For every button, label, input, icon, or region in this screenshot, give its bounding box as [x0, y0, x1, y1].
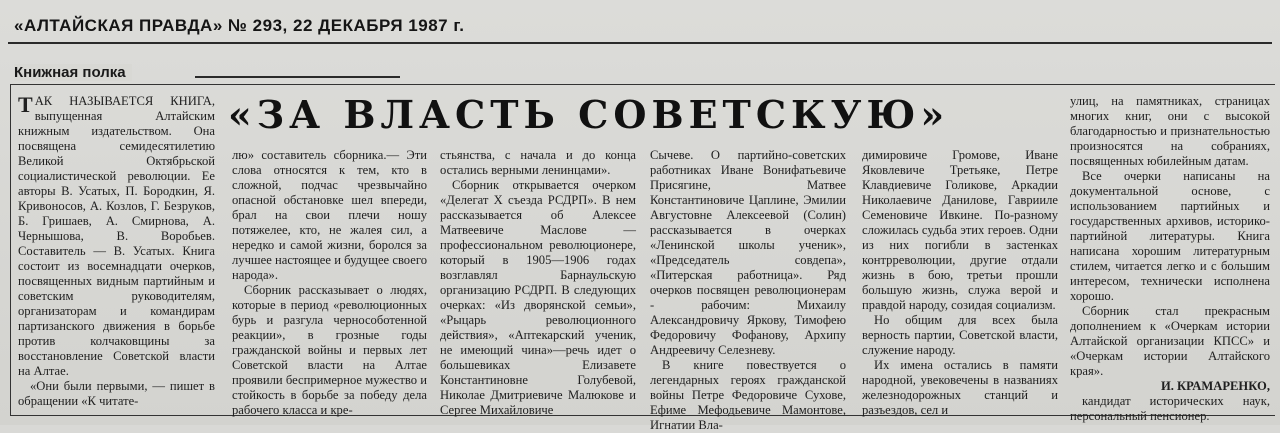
paragraph: димировиче Громове, Иване Яковлевиче Третьяке, Петре Клавдиевиче Голикове, Аркадии Николаевиче Данилове, Гаврииле Семеновиче Ивкине. По-разному сложилась судьба этих героев. Одни из них погибли в застенках контрреволюции, другие отдали жизнь в бою, третьи прошли большую жизнь, служа верой и правдой народу, созидая социализм. — [862, 148, 1058, 312]
article-column-1 — [18, 92, 215, 408]
author-signature: И. КРАМАРЕНКО, — [1160, 379, 1270, 393]
paragraph: стьянства, с начала и до конца остались верными ленинцами». — [440, 148, 636, 177]
article-column-2 — [232, 148, 427, 417]
paragraph-text: АК НАЗЫВАЕТСЯ КНИГА, выпущенная Алтайским книжным издательством. Она посвящена семидесятилетию Великой Октябрьской социалистической революции. Ее авторы В. Усатых, П. Бородкин, Я. Кривоносов, А. Козлов, Г. Безруков, Б. Гришаев, А. Смирнова, А. Чернышова, В. Воробьев. Составитель — В. Усатых. Книга состоит из восемнадцати очерков, посвященных видным партийным и советским руководителям, организаторам и командирам партизанского движения в борьбе против колчаковщины за восстановление Советской власти на Алтае. — [18, 94, 215, 378]
author-credit: кандидат исторических наук, персональный пенсионер. — [1070, 394, 1270, 423]
paragraph: В книге повествуется о легендарных героях гражданской войны Петре Федоровиче Сухове, Ефиме Мефодьевиче Мамонтове, Игнатии Вла- — [650, 358, 846, 432]
paragraph: Сборник рассказывает о людях, которые в период «революционных бурь и разгула чернособотенной реакции», в грозные годы гражданской войны и первых лет Советской власти на Алтае проявили беспримерное мужество и стойкость в борьбе за победу дела рабочего класса и кре- — [232, 283, 427, 417]
masthead: «АЛТАЙСКАЯ ПРАВДА» № 293, 22 ДЕКАБРЯ 1987 г. — [14, 16, 465, 35]
paragraph: Сычеве. О партийно-советских работниках Иване Вонифатьевиче Присягине, Матвее Константиновиче Цаплине, Эмилии Августовне Алексеевой (Солин) рассказывается в очерках «Ленинской школы ученик», «Председатель совдепа», «Питерская работница». Ряд очерков посвящен революционерам - рабочим: Михаилу Александровичу Яркову, Тимофею Федоровичу Фофанову, Архипу Андреевичу Селезневу. — [650, 148, 846, 357]
section-rule — [195, 76, 400, 78]
paragraph: Сборник открывается очерком «Делегат X съезда РСДРП». В нем рассказывается об Алексее Матвеевиче Маслове — профессиональном революционере, который в 1905—1906 годах возглавлял Барнаульскую организацию РСДРП. В следующих очерках: «Из дворянской семьи», «Рыцарь революционного действия», «Аптекарский ученик, не имеющий чина»—речь идет о большевиках Елизавете Константиновне Голубевой, Николае Дмитриевиче Малюкове и Сергее Михайловиче — [440, 178, 636, 417]
paragraph: Но общим для всех была верность партии, Советской власти, служение народу. — [862, 313, 1058, 357]
paragraph: Сборник стал прекрасным дополнением к «Очеркам истории Алтайской организации КПСС» и «Очеркам истории Алтайского края». — [1070, 304, 1270, 378]
paragraph — [18, 94, 215, 379]
paragraph: лю» составитель сборника.— Эти слова относятся к тем, кто в сложной, подчас чрезвычайно опасной обстановке шел впереди, брал на свои плечи ношу потяжелее, кто, не жалея сил, а нередко и самой жизни, боролся за лучшее настоящее и будущее своего народа». — [232, 148, 427, 282]
drop-cap: Т — [18, 92, 33, 117]
article-headline: «ЗА ВЛАСТЬ СОВЕТСКУЮ» — [228, 92, 950, 137]
article-column-4 — [650, 148, 846, 432]
paragraph: Все очерки написаны на документальной основе, с использованием партийных и государственных архивов, историко-партийной литературы. Книга написана хорошим литературным стилем, читается легко и с большим интересом, технически исполнена хорошо. — [1070, 169, 1270, 303]
paragraph: «Они были первыми, — пишет в обращении «К читате- — [18, 379, 215, 408]
article-column-3 — [440, 148, 636, 417]
paragraph: Их имена остались в памяти народной, увековечены в названиях железнодорожных станций и разъездов, сел и — [862, 358, 1058, 417]
article-column-6 — [1070, 94, 1270, 423]
article-column-5 — [862, 148, 1058, 417]
section-title: Книжная полка — [14, 64, 132, 81]
paragraph: улиц, на памятниках, страницах многих книг, они с высокой благодарностью и признательностью произносятся на собраниях, посвященных юбилейным датам. — [1070, 94, 1270, 168]
masthead-rule — [8, 42, 1272, 44]
